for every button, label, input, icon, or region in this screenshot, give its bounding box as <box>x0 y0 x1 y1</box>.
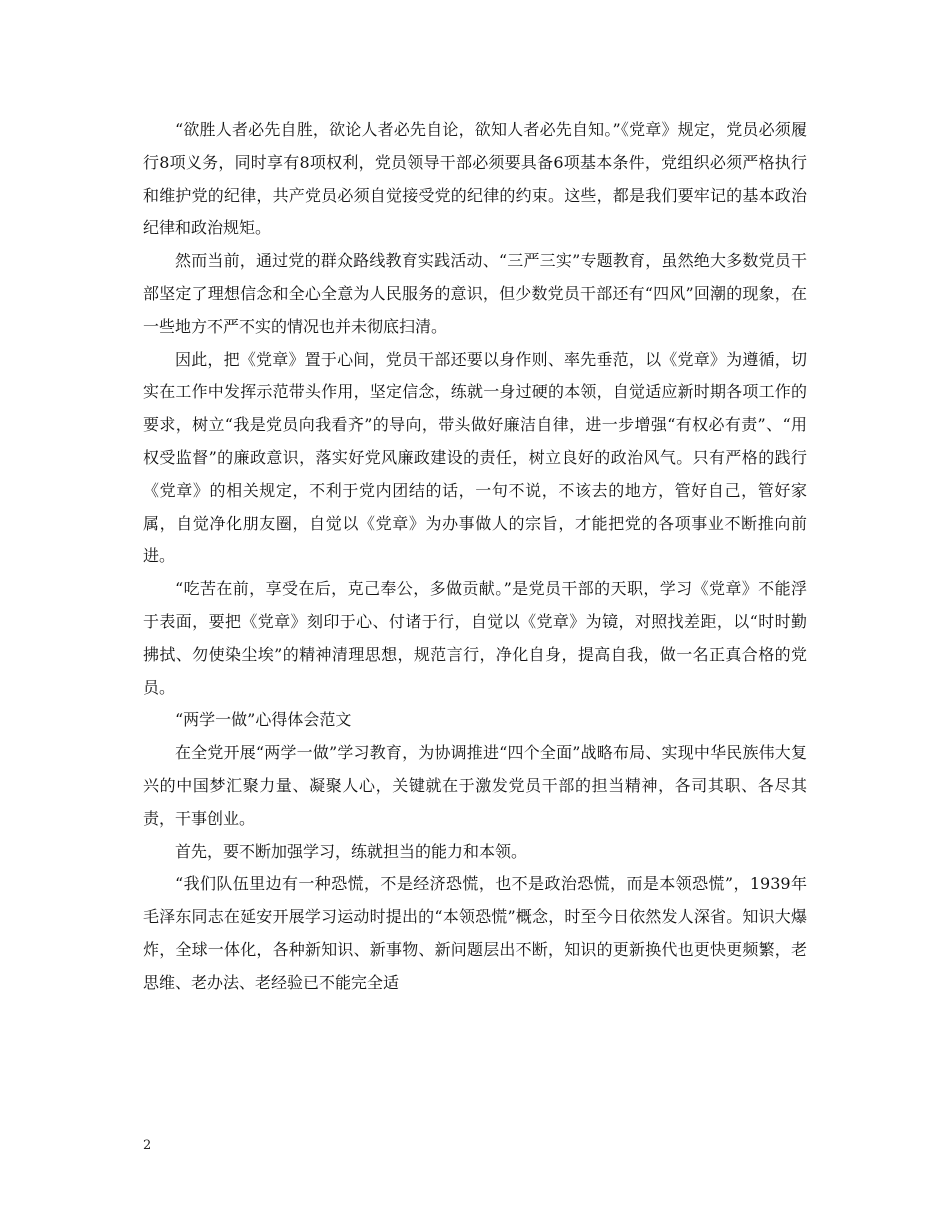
paragraph-7: “我们队伍里边有一种恐慌，不是经济恐慌，也不是政治恐慌，而是本领恐慌”，1939年毛泽东同志在延安开展学习运动时提出的“本领恐慌”概念，时至今日依然发人深省。知识大爆炸，全球一体化，各种新知识、新事物、新问题层出不断，知识的更新换代也更快更频繁，老思维、老办法、老经验已不能完全适 <box>143 874 807 992</box>
paragraph-3: 因此，把《党章》置于心间，党员干部还要以身作则、率先垂范，以《党章》为遵循，切实在工作中发挥示范带头作用，坚定信念，练就一身过硬的本领，自觉适应新时期各项工作的要求，树立“我是党员向我看齐”的导向，带头做好廉洁自律，进一步增强“有权必有责”、“用权受监督”的廉政意识，落实好党风廉政建设的责任，树立良好的政治风气。只有严格的践行《党章》的相关规定，不利于党内团结的话，一句不说，不该去的地方，管好自己，管好家属，自觉净化朋友圈，自觉以《党章》为办事做人的宗旨，才能把党的各项事业不断推向前进。 <box>143 349 807 566</box>
paragraph-6: 首先，要不断加强学习，练就担当的能力和本领。 <box>175 841 528 861</box>
paragraph-4: “吃苦在前，享受在后，克己奉公，多做贡献。”是党员干部的天职，学习《党章》不能浮于表面，要把《党章》刻印于心、付诸于行，自觉以《党章》为镜，对照找差距，以“时时勤拂拭、勿使染尘埃”的精神清理思想，规范言行，净化自身，提高自我，做一名正真合格的党员。 <box>143 579 807 697</box>
paragraph-5: 在全党开展“两学一做”学习教育，为协调推进“四个全面”战略布局、实现中华民族伟大复兴的中国梦汇聚力量、凝聚人心，关键就在于激发党员干部的担当精神，各司其职、各尽其责，干事创业。 <box>143 743 807 828</box>
page-number: 2 <box>143 1138 152 1153</box>
body-text <box>143 114 807 1000</box>
paragraph-1: “欲胜人者必先自胜，欲论人者必先自论，欲知人者必先自知。”《党章》规定，党员必须履行8项义务，同时享有8项权利，党员领导干部必须要具备6项基本条件，党组织必须严格执行和维护党的纪律，共产党员必须自觉接受党的纪律的约束。这些，都是我们要牢记的基本政治纪律和政治规矩。 <box>143 120 807 238</box>
section-heading: “两学一做”心得体会范文 <box>175 710 352 730</box>
paragraph-2: 然而当前，通过党的群众路线教育实践活动、“三严三实”专题教育，虽然绝大多数党员干部坚定了理想信念和全心全意为人民服务的意识，但少数党员干部还有“四风”回潮的现象，在一些地方不严不实的情况也并未彻底扫清。 <box>143 251 807 336</box>
